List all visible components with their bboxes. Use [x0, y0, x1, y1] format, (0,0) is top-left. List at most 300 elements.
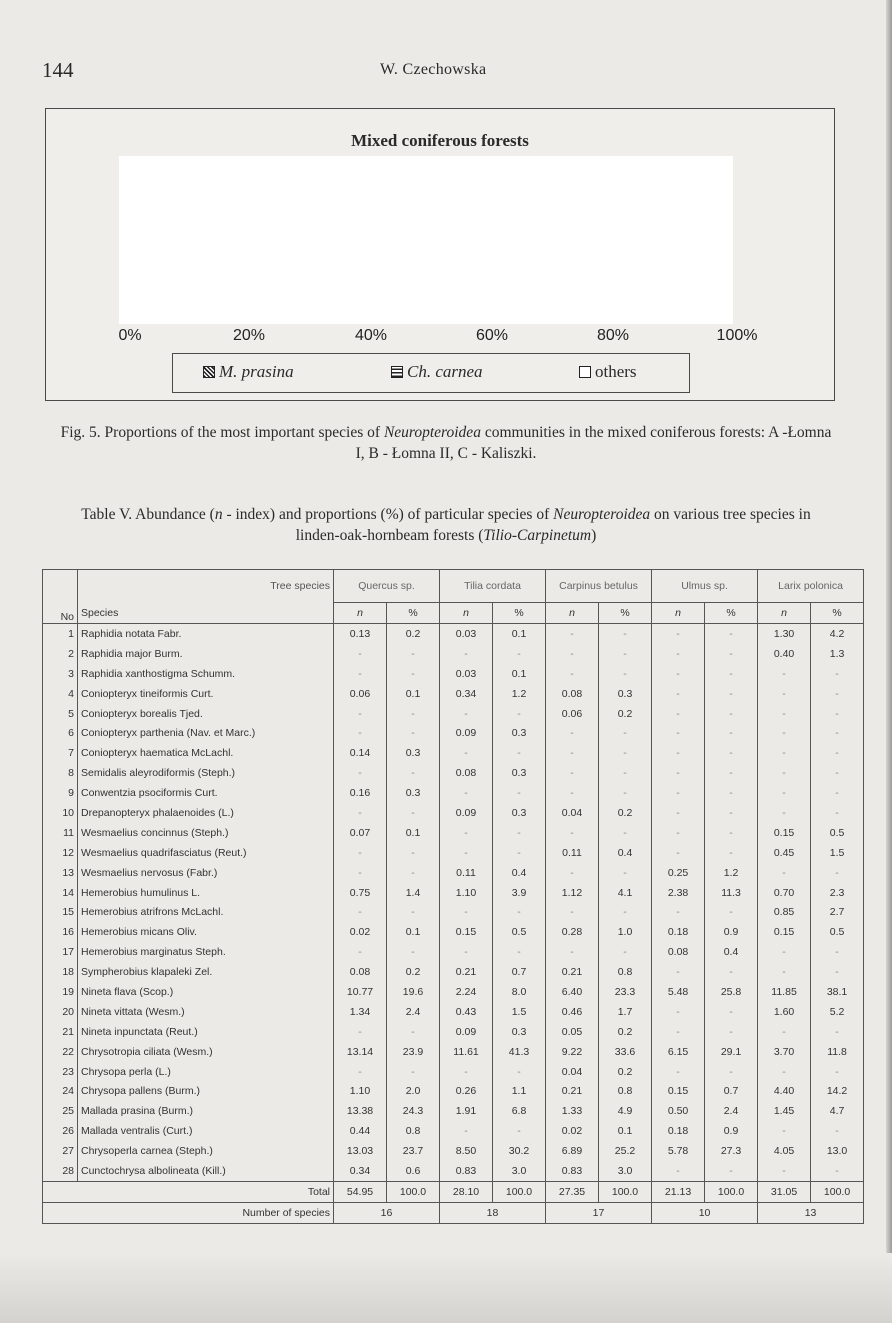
caption-taxon: Neuropteroidea [383, 424, 481, 441]
abundance-n-cell: 0.15 [758, 922, 811, 942]
abundance-n-cell: - [652, 763, 705, 783]
table-row [43, 664, 864, 684]
proportion-percent-cell: 0.4 [493, 863, 546, 883]
proportion-percent-cell: 6.8 [493, 1101, 546, 1121]
abundance-n-cell: - [546, 863, 599, 883]
abundance-n-cell: 5.78 [652, 1141, 705, 1161]
proportion-percent-cell: 2.4 [705, 1101, 758, 1121]
proportion-percent-cell: - [387, 704, 440, 724]
proportion-percent-cell: - [387, 1062, 440, 1082]
abundance-n-cell: - [758, 942, 811, 962]
proportion-percent-cell: - [493, 1062, 546, 1082]
abundance-n-cell: 1.45 [758, 1101, 811, 1121]
abundance-n-cell: 0.09 [440, 803, 493, 823]
caption-taxon: Neuropteroidea [553, 506, 651, 523]
abundance-n-cell: 0.08 [546, 684, 599, 704]
row-number: 21 [43, 1022, 78, 1042]
abundance-n-cell: - [440, 644, 493, 664]
proportion-percent-cell: - [705, 1002, 758, 1022]
column-group-carpinus: Carpinus betulus [546, 570, 652, 603]
total-cell: 100.0 [811, 1181, 864, 1202]
proportion-percent-cell: - [493, 1121, 546, 1141]
proportion-percent-cell: - [705, 704, 758, 724]
row-number: 18 [43, 962, 78, 982]
scan-bottom-shade [0, 1253, 892, 1323]
subheader-n: n [652, 603, 705, 624]
row-number: 10 [43, 803, 78, 823]
abundance-n-cell: - [440, 902, 493, 922]
abundance-n-cell: 0.26 [440, 1081, 493, 1101]
abundance-n-cell: - [758, 684, 811, 704]
abundance-n-cell: 1.10 [440, 883, 493, 903]
species-name: Raphidia major Burm. [78, 644, 334, 664]
proportion-percent-cell: 0.5 [493, 922, 546, 942]
row-number: 1 [43, 624, 78, 644]
proportion-percent-cell: 0.2 [387, 962, 440, 982]
abundance-n-cell: 1.60 [758, 1002, 811, 1022]
total-cell: 100.0 [705, 1181, 758, 1202]
proportion-percent-cell: - [599, 664, 652, 684]
abundance-n-cell: - [652, 803, 705, 823]
proportion-percent-cell: 30.2 [493, 1141, 546, 1161]
abundance-n-cell: 1.91 [440, 1101, 493, 1121]
abundance-n-cell: - [758, 1161, 811, 1181]
abundance-n-cell: - [652, 1002, 705, 1022]
x-tick-label: 0% [118, 327, 142, 344]
proportion-percent-cell: - [599, 942, 652, 962]
abundance-n-cell: - [652, 902, 705, 922]
row-number: 23 [43, 1062, 78, 1082]
row-number: 16 [43, 922, 78, 942]
proportion-percent-cell: 1.4 [387, 883, 440, 903]
legend-label: Ch. carnea [407, 362, 483, 381]
species-name: Coniopteryx haematica McLachl. [78, 743, 334, 763]
abundance-n-cell: - [334, 863, 387, 883]
table-row [43, 1101, 864, 1121]
row-number: 20 [43, 1002, 78, 1022]
abundance-n-cell: - [334, 1022, 387, 1042]
abundance-n-cell: 0.08 [334, 962, 387, 982]
abundance-n-cell: 0.14 [334, 743, 387, 763]
abundance-n-cell: - [652, 962, 705, 982]
proportion-percent-cell: - [705, 624, 758, 644]
species-name: Semidalis aleyrodiformis (Steph.) [78, 763, 334, 783]
abundance-n-cell: 0.15 [440, 922, 493, 942]
total-label: Total [43, 1181, 334, 1202]
proportion-percent-cell: 0.1 [387, 684, 440, 704]
abundance-n-cell: 2.38 [652, 883, 705, 903]
proportion-percent-cell: - [599, 783, 652, 803]
proportion-percent-cell: 1.2 [705, 863, 758, 883]
abundance-n-cell: - [440, 743, 493, 763]
abundance-n-cell: 0.18 [652, 1121, 705, 1141]
abundance-n-cell: - [758, 743, 811, 763]
x-tick-label: 20% [232, 327, 266, 344]
proportion-percent-cell: - [599, 902, 652, 922]
species-name: Nineta inpunctata (Reut.) [78, 1022, 334, 1042]
proportion-percent-cell: - [705, 843, 758, 863]
caption-text: on various tree species in linden-oak-hornbeam forests ( [295, 506, 811, 544]
proportion-percent-cell: 3.9 [493, 883, 546, 903]
table-row [43, 1081, 864, 1101]
abundance-n-cell: 0.83 [546, 1161, 599, 1181]
abundance-n-cell: 1.33 [546, 1101, 599, 1121]
figure-5-chart [45, 108, 835, 401]
abundance-n-cell: 10.77 [334, 982, 387, 1002]
caption-n: n [214, 506, 223, 523]
abundance-n-cell: 0.06 [546, 704, 599, 724]
x-tick-label: 40% [354, 327, 388, 344]
abundance-n-cell: - [758, 863, 811, 883]
abundance-n-cell: 0.75 [334, 883, 387, 903]
species-name: Coniopteryx tineiformis Curt. [78, 684, 334, 704]
proportion-percent-cell: 0.1 [493, 664, 546, 684]
proportion-percent-cell: - [387, 664, 440, 684]
species-name: Nineta flava (Scop.) [78, 982, 334, 1002]
abundance-n-cell: 2.24 [440, 982, 493, 1002]
proportion-percent-cell: 13.0 [811, 1141, 864, 1161]
proportion-percent-cell: - [705, 962, 758, 982]
proportion-percent-cell: - [705, 763, 758, 783]
species-name: Chrysotropia ciliata (Wesm.) [78, 1042, 334, 1062]
table-row [43, 863, 864, 883]
proportion-percent-cell: 25.2 [599, 1141, 652, 1161]
row-number: 9 [43, 783, 78, 803]
proportion-percent-cell: - [387, 843, 440, 863]
species-name: Chrysopa pallens (Burm.) [78, 1081, 334, 1101]
proportion-percent-cell: 0.6 [387, 1161, 440, 1181]
proportion-percent-cell: - [705, 743, 758, 763]
total-cell: 100.0 [599, 1181, 652, 1202]
total-cell: 100.0 [493, 1181, 546, 1202]
proportion-percent-cell: 0.3 [387, 743, 440, 763]
abundance-n-cell: - [758, 962, 811, 982]
table-row [43, 743, 864, 763]
proportion-percent-cell: 11.8 [811, 1042, 864, 1062]
row-number: 5 [43, 704, 78, 724]
proportion-percent-cell: 1.0 [599, 922, 652, 942]
scan-edge-shadow [886, 0, 892, 1323]
number-of-species-label: Number of species [43, 1202, 334, 1223]
table-row [43, 1141, 864, 1161]
species-name: Coniopteryx parthenia (Nav. et Marc.) [78, 723, 334, 743]
abundance-n-cell: 0.43 [440, 1002, 493, 1022]
table-row [43, 1042, 864, 1062]
species-name: Wesmaelius concinnus (Steph.) [78, 823, 334, 843]
proportion-percent-cell: - [811, 704, 864, 724]
abundance-n-cell: 0.04 [546, 1062, 599, 1082]
proportion-percent-cell: - [811, 743, 864, 763]
abundance-n-cell: - [652, 704, 705, 724]
proportion-percent-cell: - [811, 1161, 864, 1181]
number-of-species-cell: 16 [334, 1202, 440, 1223]
abundance-n-cell: 0.34 [440, 684, 493, 704]
proportion-percent-cell: 11.3 [705, 883, 758, 903]
running-head-author: W. Czechowska [380, 61, 487, 78]
proportion-percent-cell: - [493, 902, 546, 922]
proportion-percent-cell: 1.7 [599, 1002, 652, 1022]
row-number: 27 [43, 1141, 78, 1161]
species-name: Chrysopa perla (L.) [78, 1062, 334, 1082]
proportion-percent-cell: - [811, 1121, 864, 1141]
species-name: Drepanopteryx phalaenoides (L.) [78, 803, 334, 823]
proportion-percent-cell: 3.0 [599, 1161, 652, 1181]
table-row [43, 1161, 864, 1181]
row-number: 24 [43, 1081, 78, 1101]
proportion-percent-cell: 4.1 [599, 883, 652, 903]
abundance-n-cell: 0.34 [334, 1161, 387, 1181]
abundance-n-cell: - [334, 902, 387, 922]
abundance-n-cell: - [758, 664, 811, 684]
x-tick-label: 60% [475, 327, 509, 344]
abundance-n-cell: 0.50 [652, 1101, 705, 1121]
abundance-n-cell: 0.03 [440, 624, 493, 644]
species-name: Raphidia notata Fabr. [78, 624, 334, 644]
proportion-percent-cell: 19.6 [387, 982, 440, 1002]
abundance-n-cell: 0.25 [652, 863, 705, 883]
proportion-percent-cell: - [811, 664, 864, 684]
proportion-percent-cell: - [599, 743, 652, 763]
abundance-n-cell: - [546, 783, 599, 803]
abundance-n-cell: - [546, 664, 599, 684]
abundance-n-cell: - [758, 1062, 811, 1082]
abundance-n-cell: 0.02 [546, 1121, 599, 1141]
legend-entry-others [579, 362, 637, 382]
table-row [43, 624, 864, 644]
species-name: Raphidia xanthostigma Schumm. [78, 664, 334, 684]
proportion-percent-cell: 0.2 [599, 704, 652, 724]
caption-text: - index) and proportions (%) of particular species of [222, 506, 554, 523]
table-row [43, 1002, 864, 1022]
proportion-percent-cell: 0.3 [493, 803, 546, 823]
abundance-n-cell: 6.15 [652, 1042, 705, 1062]
abundance-n-cell: 0.46 [546, 1002, 599, 1022]
row-number: 7 [43, 743, 78, 763]
caption-text: Fig. 5. Proportions of the most important species of [60, 424, 384, 441]
caption-text: Table V. Abundance ( [81, 506, 215, 523]
proportion-percent-cell: 5.2 [811, 1002, 864, 1022]
subheader-n: n [440, 603, 493, 624]
column-header-species: Species [78, 603, 334, 624]
proportion-percent-cell: - [811, 962, 864, 982]
table-row-number-of-species [43, 1202, 864, 1223]
species-name: Wesmaelius quadrifasciatus (Reut.) [78, 843, 334, 863]
abundance-n-cell: 8.50 [440, 1141, 493, 1161]
abundance-n-cell: 0.45 [758, 843, 811, 863]
proportion-percent-cell: 0.8 [599, 962, 652, 982]
abundance-n-cell: - [652, 644, 705, 664]
abundance-n-cell: - [652, 624, 705, 644]
proportion-percent-cell: - [599, 763, 652, 783]
row-number: 11 [43, 823, 78, 843]
abundance-n-cell: 0.85 [758, 902, 811, 922]
table-row [43, 922, 864, 942]
x-tick-label: 100% [716, 327, 758, 344]
abundance-n-cell: - [758, 763, 811, 783]
row-number: 25 [43, 1101, 78, 1121]
table-row [43, 704, 864, 724]
proportion-percent-cell: - [387, 723, 440, 743]
abundance-n-cell: 13.38 [334, 1101, 387, 1121]
subheader-percent: % [705, 603, 758, 624]
abundance-n-cell: - [652, 684, 705, 704]
proportion-percent-cell: 0.7 [493, 962, 546, 982]
table-body [43, 624, 864, 1182]
chart-legend [172, 353, 690, 393]
subheader-percent: % [387, 603, 440, 624]
row-number: 13 [43, 863, 78, 883]
row-number: 19 [43, 982, 78, 1002]
row-number: 2 [43, 644, 78, 664]
proportion-percent-cell: - [599, 644, 652, 664]
chart-title: Mixed coniferous forests [351, 131, 529, 150]
proportion-percent-cell: 0.7 [705, 1081, 758, 1101]
table-row [43, 684, 864, 704]
abundance-n-cell: 0.15 [652, 1081, 705, 1101]
abundance-n-cell: 1.34 [334, 1002, 387, 1022]
proportion-percent-cell: 8.0 [493, 982, 546, 1002]
abundance-table [42, 569, 864, 1224]
species-name: Hemerobius micans Oliv. [78, 922, 334, 942]
proportion-percent-cell: - [811, 763, 864, 783]
proportion-percent-cell: - [493, 704, 546, 724]
abundance-n-cell: - [334, 1062, 387, 1082]
caption-text: communities in the mixed coniferous forests: A -Łomna I, B - Łomna II, C - Kaliszki. [355, 424, 832, 462]
column-group-larix: Larix polonica [758, 570, 864, 603]
cross-hatch-swatch-icon [203, 366, 215, 378]
species-name: Chrysoperla carnea (Steph.) [78, 1141, 334, 1161]
proportion-percent-cell: - [811, 803, 864, 823]
abundance-n-cell: - [652, 1022, 705, 1042]
row-number: 22 [43, 1042, 78, 1062]
proportion-percent-cell: 14.2 [811, 1081, 864, 1101]
abundance-n-cell: 0.05 [546, 1022, 599, 1042]
abundance-n-cell: 6.89 [546, 1141, 599, 1161]
species-name: Hemerobius atrifrons McLachl. [78, 902, 334, 922]
proportion-percent-cell: - [705, 803, 758, 823]
abundance-n-cell: 0.40 [758, 644, 811, 664]
number-of-species-cell: 18 [440, 1202, 546, 1223]
number-of-species-cell: 13 [758, 1202, 864, 1223]
abundance-n-cell: 0.83 [440, 1161, 493, 1181]
abundance-n-cell: 1.10 [334, 1081, 387, 1101]
row-number: 17 [43, 942, 78, 962]
row-number: 12 [43, 843, 78, 863]
abundance-n-cell: - [758, 1121, 811, 1141]
legend-label: M. prasina [219, 362, 294, 381]
proportion-percent-cell: 0.4 [705, 942, 758, 962]
abundance-n-cell: 5.48 [652, 982, 705, 1002]
abundance-n-cell: 0.15 [758, 823, 811, 843]
proportion-percent-cell: - [599, 624, 652, 644]
proportion-percent-cell: 4.2 [811, 624, 864, 644]
abundance-n-cell: 6.40 [546, 982, 599, 1002]
proportion-percent-cell: - [599, 863, 652, 883]
table-row [43, 1062, 864, 1082]
proportion-percent-cell: - [599, 723, 652, 743]
proportion-percent-cell: 0.1 [387, 922, 440, 942]
proportion-percent-cell: 0.3 [493, 763, 546, 783]
total-cell: 21.13 [652, 1181, 705, 1202]
table-row [43, 883, 864, 903]
column-group-tilia: Tilia cordata [440, 570, 546, 603]
proportion-percent-cell: 0.5 [811, 823, 864, 843]
proportion-percent-cell: 0.2 [599, 1022, 652, 1042]
abundance-n-cell: - [334, 803, 387, 823]
abundance-n-cell: - [440, 823, 493, 843]
caption-text: ) [591, 527, 597, 544]
proportion-percent-cell: - [705, 664, 758, 684]
proportion-percent-cell: 1.1 [493, 1081, 546, 1101]
abundance-n-cell: 0.02 [334, 922, 387, 942]
abundance-n-cell: - [652, 723, 705, 743]
proportion-percent-cell: 1.3 [811, 644, 864, 664]
abundance-n-cell: 4.40 [758, 1081, 811, 1101]
abundance-n-cell: - [440, 942, 493, 962]
proportion-percent-cell: - [705, 644, 758, 664]
abundance-n-cell: - [652, 743, 705, 763]
proportion-percent-cell: - [705, 1022, 758, 1042]
abundance-n-cell: - [546, 942, 599, 962]
row-number: 26 [43, 1121, 78, 1141]
row-number: 3 [43, 664, 78, 684]
proportion-percent-cell: 0.9 [705, 1121, 758, 1141]
proportion-percent-cell: 4.9 [599, 1101, 652, 1121]
table-row [43, 1121, 864, 1141]
proportion-percent-cell: 0.3 [599, 684, 652, 704]
subheader-n: n [758, 603, 811, 624]
abundance-n-cell: - [334, 843, 387, 863]
proportion-percent-cell: 2.7 [811, 902, 864, 922]
proportion-percent-cell: - [387, 863, 440, 883]
column-group-quercus: Quercus sp. [334, 570, 440, 603]
abundance-n-cell: - [652, 664, 705, 684]
proportion-percent-cell: 1.5 [493, 1002, 546, 1022]
proportion-percent-cell: 0.3 [493, 1022, 546, 1042]
page-number: 144 [42, 58, 74, 82]
abundance-n-cell: - [758, 803, 811, 823]
species-name: Nineta vittata (Wesm.) [78, 1002, 334, 1022]
abundance-n-cell: - [758, 783, 811, 803]
table-caption [60, 504, 832, 546]
column-header-no: No [43, 570, 78, 624]
proportion-percent-cell: - [493, 843, 546, 863]
row-number: 28 [43, 1161, 78, 1181]
total-cell: 54.95 [334, 1181, 387, 1202]
abundance-n-cell: - [652, 843, 705, 863]
abundance-n-cell: - [546, 823, 599, 843]
species-name: Mallada prasina (Burm.) [78, 1101, 334, 1121]
abundance-n-cell: 0.28 [546, 922, 599, 942]
proportion-percent-cell: 0.4 [599, 843, 652, 863]
proportion-percent-cell: 41.3 [493, 1042, 546, 1062]
abundance-n-cell: - [652, 1062, 705, 1082]
species-name: Hemerobius marginatus Steph. [78, 942, 334, 962]
table-row [43, 803, 864, 823]
abundance-n-cell: 0.21 [546, 962, 599, 982]
abundance-n-cell: - [546, 644, 599, 664]
abundance-n-cell: - [334, 763, 387, 783]
abundance-n-cell: - [758, 1022, 811, 1042]
legend-entry-m-prasina [203, 362, 294, 382]
abundance-n-cell: - [546, 763, 599, 783]
abundance-n-cell: - [440, 843, 493, 863]
proportion-percent-cell: - [493, 783, 546, 803]
abundance-n-cell: - [440, 1062, 493, 1082]
abundance-n-cell: - [758, 704, 811, 724]
row-number: 15 [43, 902, 78, 922]
subheader-percent: % [599, 603, 652, 624]
